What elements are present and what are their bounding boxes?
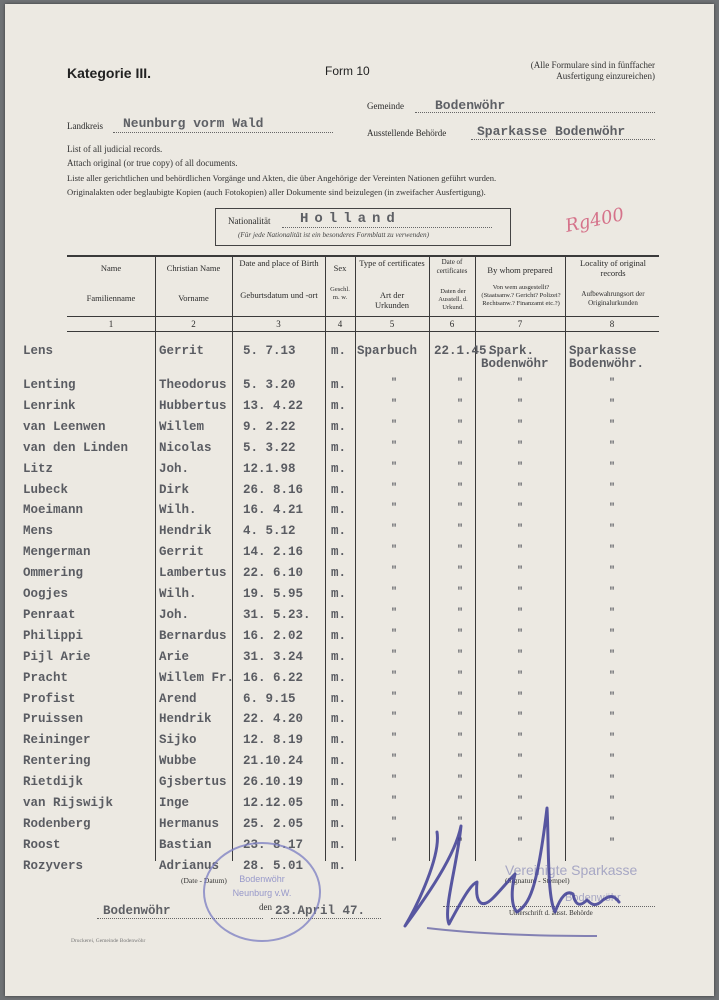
table-row xyxy=(5,712,714,732)
cell-sex: m. xyxy=(331,837,347,852)
date-label: (Date - Datum) xyxy=(181,876,227,885)
ditto-mark: " xyxy=(391,775,398,787)
ditto-mark: " xyxy=(391,461,398,473)
header-sex: Sex xyxy=(333,263,347,273)
ditto-mark: " xyxy=(517,775,524,787)
cell-birth: 22. 6.10 xyxy=(243,566,304,581)
ditto-mark: " xyxy=(391,378,398,389)
header-birth: Date and place of Birth xyxy=(239,258,319,268)
ditto-mark: " xyxy=(391,524,398,536)
table-row xyxy=(5,378,714,398)
ditto-mark: " xyxy=(457,754,464,766)
header-date: Date of certificates xyxy=(436,258,468,275)
cell-first-name: Arie xyxy=(159,649,190,664)
cell-birth: 31. 3.24 xyxy=(243,649,304,664)
gemeinde-value: Bodenwöhr xyxy=(435,98,506,113)
cell-first-name: Hendrik xyxy=(159,524,212,539)
cell-sex: m. xyxy=(331,398,347,413)
cell-name: Oogjes xyxy=(23,587,69,601)
nationality-note: (Für jede Nationalität ist ein besonderes Formblatt zu verwenden) xyxy=(238,231,429,239)
ditto-mark: " xyxy=(391,837,398,849)
cell-name: Lens xyxy=(23,344,54,358)
cell-first-name: Nicolas xyxy=(159,440,212,455)
ditto-mark: " xyxy=(391,754,398,766)
ditto-mark: " xyxy=(391,503,398,515)
ditto-mark: " xyxy=(391,440,398,452)
cell-birth: 9. 2.22 xyxy=(243,419,296,434)
institution-stamp-line2: Bodenwöhr xyxy=(565,892,621,904)
landkreis-label: Landkreis xyxy=(67,121,103,131)
table-row xyxy=(5,608,714,628)
header-sex-de: Geschl. m. w. xyxy=(330,286,350,301)
table-row xyxy=(5,524,714,544)
ditto-mark: " xyxy=(609,587,616,598)
cell-sex: m. xyxy=(331,440,347,455)
cell-name: Rodenberg xyxy=(23,816,91,831)
ditto-mark: " xyxy=(457,691,464,703)
nationality-box xyxy=(215,208,511,246)
ditto-mark: " xyxy=(391,482,398,494)
ditto-mark: " xyxy=(609,566,616,578)
cell-birth: 31. 5.23. xyxy=(243,607,311,622)
cell-first-name: Gerrit xyxy=(159,545,205,560)
table-row xyxy=(5,692,714,712)
cell-name: Rietdijk xyxy=(23,775,84,790)
landkreis-value: Neunburg vorm Wald xyxy=(123,116,264,131)
cell-name: Mengerman xyxy=(23,545,91,560)
cell-name: van Leenwen xyxy=(23,419,106,434)
cell-sex: m. xyxy=(331,545,347,560)
cell-first-name: Willem xyxy=(159,419,205,434)
ditto-mark: " xyxy=(391,607,398,619)
ditto-mark: " xyxy=(609,545,616,557)
ditto-mark: " xyxy=(457,482,464,494)
cell-first-name: Wilh. xyxy=(159,587,197,601)
cell-first-name: Wubbe xyxy=(159,754,197,769)
table-row xyxy=(5,420,714,440)
header-locality-de: Aufbewahrungsort der Originalurkunden xyxy=(581,290,645,307)
ditto-mark: " xyxy=(391,587,398,598)
col-number-6: 6 xyxy=(449,319,455,329)
col-number-2: 2 xyxy=(191,319,196,329)
cell-birth: 16. 4.21 xyxy=(243,503,304,518)
cell-name: Pijl Arie xyxy=(23,649,91,664)
ditto-mark: " xyxy=(391,566,398,578)
ditto-mark: " xyxy=(457,524,464,536)
cell-birth: 25. 2.05 xyxy=(243,816,304,831)
cell-sex: m. xyxy=(331,607,347,622)
ditto-mark: " xyxy=(457,398,464,410)
cell-first-name: Sijko xyxy=(159,733,197,748)
cell-first-name: Lambertus xyxy=(159,566,227,581)
landkreis-line xyxy=(113,132,333,133)
ditto-mark: " xyxy=(457,712,464,724)
cell-name: Roost xyxy=(23,837,61,852)
ditto-mark: " xyxy=(457,816,464,828)
ditto-mark: " xyxy=(517,440,524,452)
col-number-4: 4 xyxy=(337,319,343,329)
table-row xyxy=(5,587,714,607)
table-row xyxy=(5,754,714,774)
ditto-mark: " xyxy=(609,649,616,661)
cell-name: Profist xyxy=(23,691,76,706)
round-seal-stamp: Bodenwöhr Neunburg v.W. xyxy=(203,842,321,942)
cell-first-name: Inge xyxy=(159,796,190,810)
ditto-mark: " xyxy=(457,670,464,682)
ditto-mark: " xyxy=(517,628,524,640)
ditto-mark: " xyxy=(391,628,398,640)
header-birth-de: Geburtsdatum und -ort xyxy=(240,290,318,300)
ditto-mark: " xyxy=(457,796,464,807)
ditto-mark: " xyxy=(609,607,616,619)
cell-birth: 16. 2.02 xyxy=(243,628,304,643)
ditto-mark: " xyxy=(517,524,524,536)
cell-sex: m. xyxy=(331,649,347,664)
cell-sex: m. xyxy=(331,858,347,873)
cell-first-name: Hermanus xyxy=(159,816,220,831)
ditto-mark: " xyxy=(517,587,524,598)
cell-sex: m. xyxy=(331,378,347,392)
instruction-de-2: Originalakten oder beglaubigte Kopien (auch Fotokopien) aller Dokumente sind beizulegen (in zweifacher Ausfertigung). xyxy=(67,187,486,197)
ditto-mark: " xyxy=(609,670,616,682)
col-number-1: 1 xyxy=(108,319,114,329)
nationality-value: Holland xyxy=(300,211,401,227)
col-number-3: 3 xyxy=(276,319,281,329)
cell-birth: 4. 5.12 xyxy=(243,524,296,539)
cell-type: Sparbuch xyxy=(357,344,418,358)
behoerde-label: Ausstellende Behörde xyxy=(367,128,447,138)
cell-first-name: Joh. xyxy=(159,461,190,476)
table-row xyxy=(5,629,714,649)
nationality-label: Nationalität xyxy=(228,216,271,226)
cell-birth: 28. 5.01 xyxy=(243,858,304,873)
cell-sex: m. xyxy=(331,712,347,727)
form-number: Form 10 xyxy=(325,64,370,78)
cell-sex: m. xyxy=(331,587,347,601)
cell-birth: 12. 8.19 xyxy=(243,733,304,748)
cell-sex: m. xyxy=(331,796,347,810)
cell-birth: 26. 8.16 xyxy=(243,482,304,497)
document-page xyxy=(5,4,714,996)
gemeinde-label: Gemeinde xyxy=(367,101,404,111)
ditto-mark: " xyxy=(391,712,398,724)
cell-sex: m. xyxy=(331,628,347,643)
ditto-mark: " xyxy=(609,837,616,849)
cell-birth: 5. 3.22 xyxy=(243,440,296,455)
ditto-mark: " xyxy=(457,461,464,473)
cell-birth: 26.10.19 xyxy=(243,775,304,790)
cell-name: van den Linden xyxy=(23,440,129,455)
table-row xyxy=(5,503,714,523)
ditto-mark: " xyxy=(517,754,524,766)
cell-birth: 5. 7.13 xyxy=(243,344,296,358)
cell-first-name: Gjsbertus xyxy=(159,775,227,790)
cell-birth: 23. 8.17 xyxy=(243,837,304,852)
header-by-whom-de: Von wem ausgestellt? (Staatsanw.? Gericht? Polizei? Rechtsanw.? Finanzamt etc.?) xyxy=(481,284,561,307)
ditto-mark: " xyxy=(609,461,616,473)
ditto-mark: " xyxy=(457,837,464,849)
cell-sex: m. xyxy=(331,482,347,497)
ditto-mark: " xyxy=(609,691,616,703)
ditto-mark: " xyxy=(517,649,524,661)
cell-birth: 16. 6.22 xyxy=(243,670,304,685)
cell-date: 22.1.45. xyxy=(434,344,495,358)
ditto-mark: " xyxy=(517,461,524,473)
cell-name: Litz xyxy=(23,461,54,476)
ditto-mark: " xyxy=(457,440,464,452)
handwritten-signature xyxy=(397,786,647,956)
cell-first-name: Joh. xyxy=(159,607,190,622)
cell-sex: m. xyxy=(331,754,347,769)
cell-name: Pracht xyxy=(23,670,69,685)
ditto-mark: " xyxy=(609,524,616,536)
cell-name: Rozyvers xyxy=(23,858,84,873)
ditto-mark: " xyxy=(457,503,464,515)
ditto-mark: " xyxy=(609,628,616,640)
ditto-mark: " xyxy=(517,670,524,682)
header-name-de: Familienname xyxy=(86,293,136,303)
ditto-mark: " xyxy=(609,775,616,787)
note-line-1: (Alle Formulare sind in fünffacher xyxy=(530,60,655,70)
signature-sublabel: Unterschrift d. ausst. Behörde xyxy=(509,909,593,917)
ditto-mark: " xyxy=(517,378,524,389)
col-number-7: 7 xyxy=(517,319,523,329)
ditto-mark: " xyxy=(609,419,616,431)
cell-sex: m. xyxy=(331,344,347,358)
ditto-mark: " xyxy=(517,816,524,828)
header-type-de: Art der Urkunden xyxy=(375,290,409,310)
cell-first-name: Willem Fr. xyxy=(159,670,235,685)
cell-first-name: Bernardus xyxy=(159,628,227,643)
cell-birth: 12.12.05 xyxy=(243,796,304,810)
table-row xyxy=(5,650,714,670)
den-label: den xyxy=(259,902,272,912)
cell-sex: m. xyxy=(331,566,347,581)
ditto-mark: " xyxy=(391,796,398,807)
ditto-mark: " xyxy=(517,482,524,494)
cell-name: Rentering xyxy=(23,754,91,769)
footer-place: Bodenwöhr xyxy=(103,904,171,918)
cell-birth: 6. 9.15 xyxy=(243,691,296,706)
cell-sex: m. xyxy=(331,670,347,685)
cell-name: Reininger xyxy=(23,733,91,748)
cell-sex: m. xyxy=(331,691,347,706)
table-row xyxy=(5,462,714,482)
cell-name: Mens xyxy=(23,524,54,539)
ditto-mark: " xyxy=(517,607,524,619)
instruction-en-2: Attach original (or true copy) of all documents. xyxy=(67,158,238,168)
ditto-mark: " xyxy=(391,419,398,431)
instruction-en-1: List of all judicial records. xyxy=(67,144,163,154)
ditto-mark: " xyxy=(457,628,464,640)
category-title: Kategorie III. xyxy=(67,65,152,81)
ditto-mark: " xyxy=(517,398,524,410)
col-number-8: 8 xyxy=(609,319,615,329)
ditto-mark: " xyxy=(457,419,464,431)
cell-first-name: Hendrik xyxy=(159,712,212,727)
ditto-mark: " xyxy=(609,482,616,494)
cell-birth: 5. 3.20 xyxy=(243,378,296,392)
ditto-mark: " xyxy=(391,733,398,745)
cell-by-whom-2: Bodenwöhr xyxy=(481,357,549,371)
cell-first-name: Wilh. xyxy=(159,503,197,518)
ditto-mark: " xyxy=(457,607,464,619)
header-name: Name xyxy=(100,263,122,273)
footer-date: 23.April 47. xyxy=(275,904,366,918)
cell-birth: 22. 4.20 xyxy=(243,712,304,727)
cell-name: Lenting xyxy=(23,378,76,392)
cell-first-name: Theodorus xyxy=(159,378,227,392)
cell-name: Moeimann xyxy=(23,503,84,518)
cell-birth: 19. 5.95 xyxy=(243,587,304,601)
ditto-mark: " xyxy=(457,649,464,661)
cell-name: Lenrink xyxy=(23,398,76,413)
note-line-2: Ausfertigung einzureichen) xyxy=(556,71,655,81)
table-row xyxy=(5,733,714,753)
ditto-mark: " xyxy=(391,649,398,661)
ditto-mark: " xyxy=(457,545,464,557)
ditto-mark: " xyxy=(391,816,398,828)
ditto-mark: " xyxy=(517,419,524,431)
behoerde-line xyxy=(471,139,655,140)
cell-name: Ommering xyxy=(23,566,84,581)
ditto-mark: " xyxy=(517,796,524,807)
cell-first-name: Gerrit xyxy=(159,344,205,358)
cell-sex: m. xyxy=(331,524,347,539)
col-number-5: 5 xyxy=(389,319,395,329)
ditto-mark: " xyxy=(391,691,398,703)
cell-first-name: Adrianus xyxy=(159,858,220,873)
header-by-whom: By whom prepared xyxy=(487,265,553,275)
ditto-mark: " xyxy=(609,503,616,515)
instruction-de-1: Liste aller gerichtlichen und behördlichen Vorgänge und Akten, die über Angehörige der Vereinten Nationen geführt wurden. xyxy=(67,173,497,183)
ditto-mark: " xyxy=(517,691,524,703)
cell-locality-1: Sparkasse xyxy=(569,344,637,358)
cell-name: Pruissen xyxy=(23,712,84,727)
header-christian-name-de: Vorname xyxy=(178,293,209,303)
table-row xyxy=(5,483,714,503)
ditto-mark: " xyxy=(609,754,616,766)
ditto-mark: " xyxy=(457,587,464,598)
handwritten-reference: Rg400 xyxy=(563,204,626,237)
cell-birth: 12.1.98 xyxy=(243,461,296,476)
header-christian-name: Christian Name xyxy=(166,263,221,273)
cell-first-name: Hubbertus xyxy=(159,398,227,413)
cell-name: Lubeck xyxy=(23,482,69,497)
ditto-mark: " xyxy=(517,503,524,515)
ditto-mark: " xyxy=(457,378,464,389)
cell-sex: m. xyxy=(331,733,347,748)
cell-name: Penraat xyxy=(23,607,76,622)
table-row xyxy=(5,441,714,461)
cell-first-name: Arend xyxy=(159,691,197,706)
ditto-mark: " xyxy=(517,733,524,745)
ditto-mark: " xyxy=(609,796,616,807)
ditto-mark: " xyxy=(457,733,464,745)
table-row xyxy=(5,545,714,565)
ditto-mark: " xyxy=(517,837,524,849)
table-row xyxy=(5,566,714,586)
cell-sex: m. xyxy=(331,419,347,434)
cell-name: van Rijswijk xyxy=(23,796,114,810)
cell-birth: 13. 4.22 xyxy=(243,398,304,413)
ditto-mark: " xyxy=(517,712,524,724)
ditto-mark: " xyxy=(391,398,398,410)
table-row xyxy=(5,399,714,419)
ditto-mark: " xyxy=(517,545,524,557)
ditto-mark: " xyxy=(609,378,616,389)
header-date-de: Daten der Ausstell. d. Urkund. xyxy=(438,288,468,311)
ditto-mark: " xyxy=(457,566,464,578)
cell-by-whom-1: Spark. xyxy=(489,344,535,358)
ditto-mark: " xyxy=(517,566,524,578)
ditto-mark: " xyxy=(609,398,616,410)
signature-label: (Signature - Stempel) xyxy=(505,876,570,885)
header-type: Type of certificates xyxy=(359,258,425,268)
ditto-mark: " xyxy=(457,775,464,787)
cell-birth: 14. 2.16 xyxy=(243,545,304,560)
cell-sex: m. xyxy=(331,461,347,476)
ditto-mark: " xyxy=(391,545,398,557)
cell-sex: m. xyxy=(331,503,347,518)
ditto-mark: " xyxy=(609,816,616,828)
table-row xyxy=(5,344,714,371)
table-row xyxy=(5,671,714,691)
print-note: Druckerei, Gemeinde Bodenwöhr xyxy=(71,938,146,944)
ditto-mark: " xyxy=(609,440,616,452)
ditto-mark: " xyxy=(609,733,616,745)
cell-birth: 21.10.24 xyxy=(243,754,304,769)
cell-name: Philippi xyxy=(23,628,84,643)
cell-sex: m. xyxy=(331,816,347,831)
ditto-mark: " xyxy=(391,670,398,682)
cell-sex: m. xyxy=(331,775,347,790)
header-locality: Locality of original records xyxy=(579,258,647,278)
cell-locality-2: Bodenwöhr. xyxy=(569,357,645,371)
nationality-line xyxy=(282,227,492,228)
cell-first-name: Bastian xyxy=(159,837,212,852)
institution-stamp-line1: Vereinigte Sparkasse xyxy=(505,862,638,878)
cell-first-name: Dirk xyxy=(159,482,190,497)
behoerde-value: Sparkasse Bodenwöhr xyxy=(477,124,626,139)
ditto-mark: " xyxy=(609,712,616,724)
